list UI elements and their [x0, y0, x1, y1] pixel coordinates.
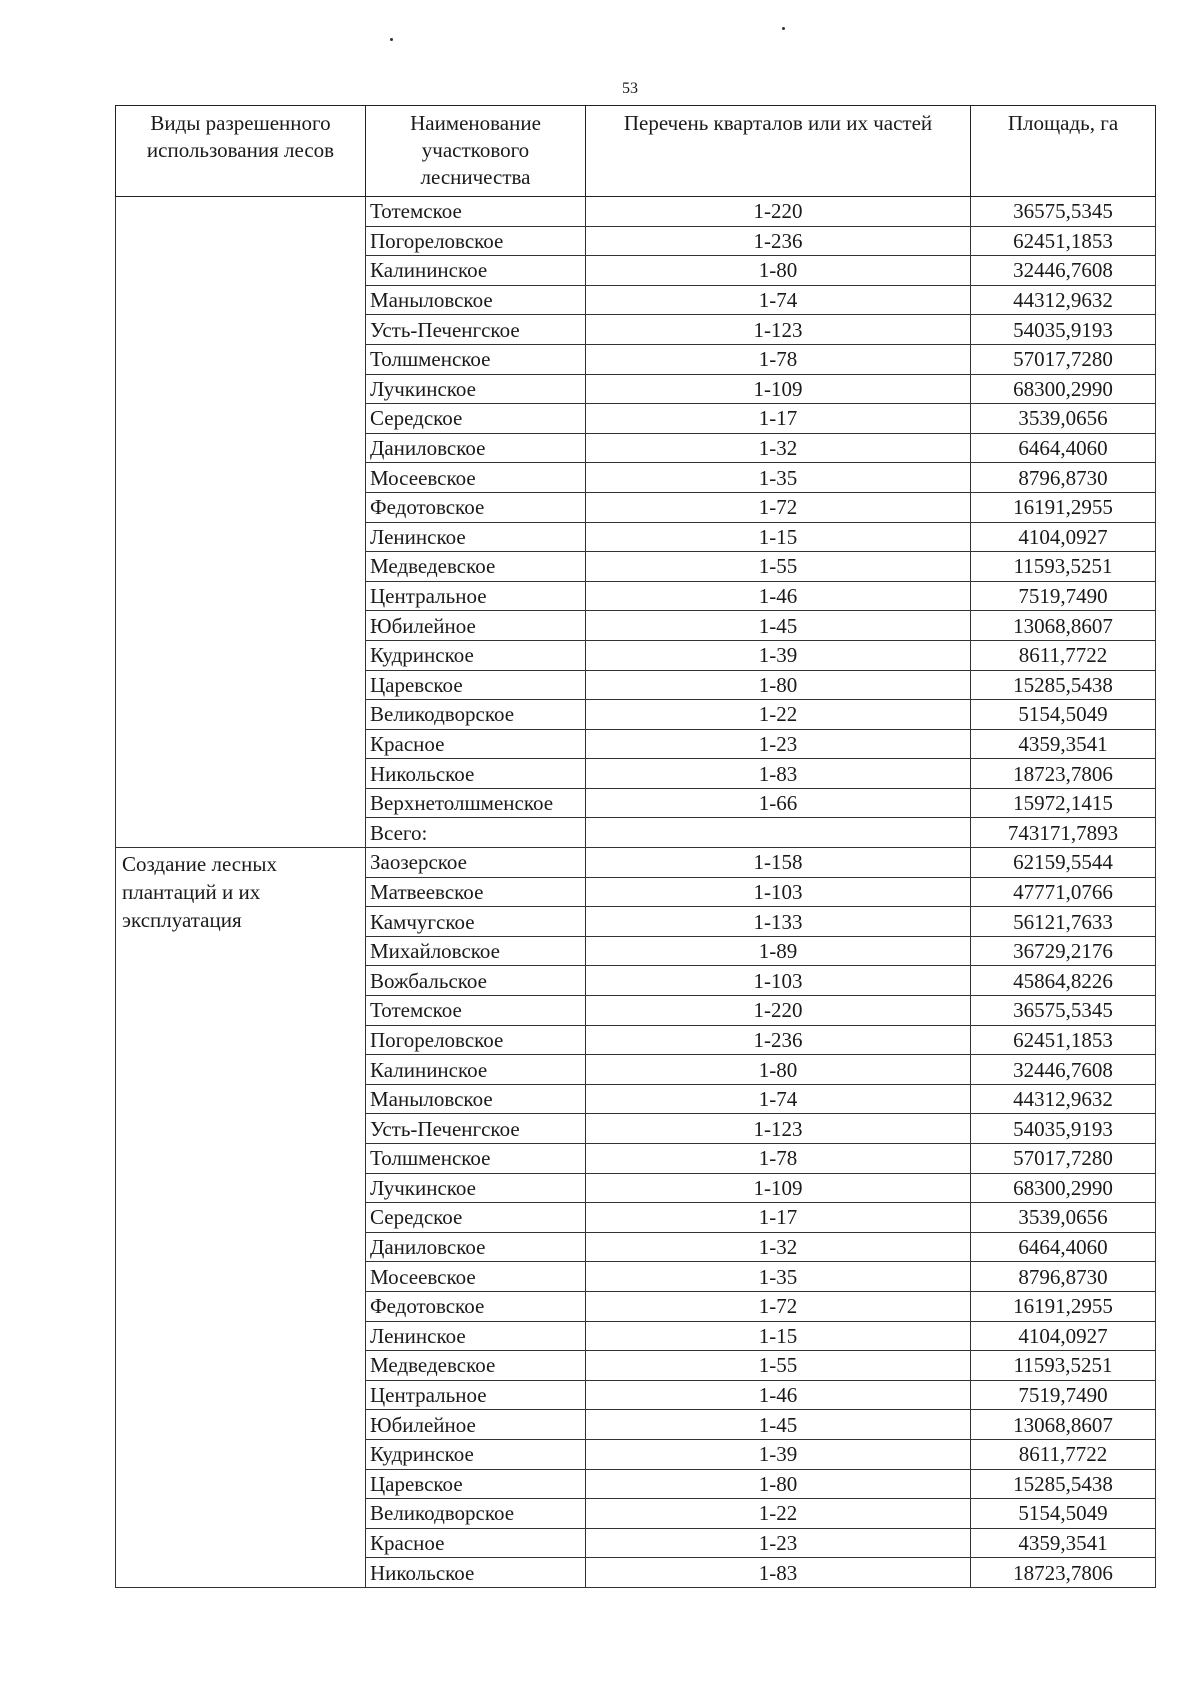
- forestry-name-cell: Красное: [366, 729, 586, 759]
- quarters-range-cell: 1-15: [586, 1321, 971, 1351]
- forestry-name-cell: Матвеевское: [366, 877, 586, 907]
- area-cell: 11593,5251: [971, 552, 1156, 582]
- table-body: [116, 197, 1156, 1588]
- forestry-name-cell: Федотовское: [366, 1291, 586, 1321]
- header-use-type: Виды разрешенного использования лесов: [116, 106, 366, 197]
- quarters-range-cell: 1-78: [586, 1144, 971, 1174]
- forestry-name-cell: Великодворское: [366, 700, 586, 730]
- quarters-range-cell: 1-123: [586, 315, 971, 345]
- quarters-range-cell: 1-236: [586, 1025, 971, 1055]
- quarters-range-cell: 1-220: [586, 996, 971, 1026]
- forestry-name-cell: Царевское: [366, 1469, 586, 1499]
- area-cell: 11593,5251: [971, 1351, 1156, 1381]
- forestry-name-cell: Погореловское: [366, 226, 586, 256]
- forestry-name-cell: Калининское: [366, 1055, 586, 1085]
- forestry-name-cell: Даниловское: [366, 1232, 586, 1262]
- forestry-name-cell: Калининское: [366, 256, 586, 286]
- forestry-name-cell: Погореловское: [366, 1025, 586, 1055]
- forest-use-table: [115, 105, 1156, 1588]
- area-cell: 8796,8730: [971, 463, 1156, 493]
- quarters-range-cell: 1-22: [586, 700, 971, 730]
- quarters-range-cell: 1-158: [586, 848, 971, 878]
- forestry-name-cell: Ленинское: [366, 1321, 586, 1351]
- forestry-name-cell: Царевское: [366, 670, 586, 700]
- area-cell: 5154,5049: [971, 1499, 1156, 1529]
- quarters-range-cell: 1-109: [586, 1173, 971, 1203]
- area-cell: 54035,9193: [971, 1114, 1156, 1144]
- area-cell: 18723,7806: [971, 1558, 1156, 1588]
- forestry-name-cell: Красное: [366, 1528, 586, 1558]
- area-cell: 6464,4060: [971, 433, 1156, 463]
- quarters-range-cell: 1-55: [586, 1351, 971, 1381]
- table-row: [116, 197, 1156, 227]
- forestry-name-cell: Никольское: [366, 1558, 586, 1588]
- area-cell: 57017,7280: [971, 1144, 1156, 1174]
- area-cell: 62451,1853: [971, 226, 1156, 256]
- area-cell: 36575,5345: [971, 996, 1156, 1026]
- area-cell: 54035,9193: [971, 315, 1156, 345]
- forestry-name-cell: Юбилейное: [366, 611, 586, 641]
- area-cell: 44312,9632: [971, 1084, 1156, 1114]
- forestry-name-cell: Всего:: [366, 818, 586, 848]
- use-type-cell: [116, 197, 366, 848]
- quarters-range-cell: 1-80: [586, 1055, 971, 1085]
- quarters-range-cell: 1-45: [586, 1410, 971, 1440]
- area-cell: 68300,2990: [971, 1173, 1156, 1203]
- area-cell: 15972,1415: [971, 788, 1156, 818]
- header-forestry-name: Наименование участкового лесничества: [366, 106, 586, 197]
- area-cell: 68300,2990: [971, 374, 1156, 404]
- quarters-range-cell: 1-74: [586, 285, 971, 315]
- quarters-range-cell: 1-123: [586, 1114, 971, 1144]
- area-cell: 18723,7806: [971, 759, 1156, 789]
- forestry-name-cell: Середское: [366, 1203, 586, 1233]
- quarters-range-cell: 1-103: [586, 966, 971, 996]
- area-cell: 16191,2955: [971, 1291, 1156, 1321]
- area-cell: 47771,0766: [971, 877, 1156, 907]
- area-cell: 5154,5049: [971, 700, 1156, 730]
- forestry-name-cell: Маныловское: [366, 1084, 586, 1114]
- forestry-name-cell: Кудринское: [366, 640, 586, 670]
- table-header-row: [116, 106, 1156, 197]
- area-cell: 8611,7722: [971, 640, 1156, 670]
- forestry-name-cell: Камчугское: [366, 907, 586, 937]
- forestry-name-cell: Михайловское: [366, 936, 586, 966]
- use-type-cell: Создание лесных плантаций и их эксплуатация: [116, 848, 366, 1588]
- area-cell: 16191,2955: [971, 492, 1156, 522]
- area-cell: 4359,3541: [971, 1528, 1156, 1558]
- forestry-name-cell: Усть-Печенгское: [366, 315, 586, 345]
- quarters-range-cell: 1-103: [586, 877, 971, 907]
- quarters-range-cell: 1-133: [586, 907, 971, 937]
- area-cell: 62451,1853: [971, 1025, 1156, 1055]
- area-cell: 13068,8607: [971, 1410, 1156, 1440]
- quarters-range-cell: 1-46: [586, 1380, 971, 1410]
- quarters-range-cell: 1-83: [586, 1558, 971, 1588]
- forestry-name-cell: Верхнетолшменское: [366, 788, 586, 818]
- quarters-range-cell: 1-80: [586, 256, 971, 286]
- area-cell: 32446,7608: [971, 256, 1156, 286]
- forestry-name-cell: Лучкинское: [366, 374, 586, 404]
- area-cell: 4359,3541: [971, 729, 1156, 759]
- scan-speck: [390, 38, 393, 41]
- forestry-name-cell: Медведевское: [366, 1351, 586, 1381]
- forestry-name-cell: Толшменское: [366, 1144, 586, 1174]
- forestry-name-cell: Центральное: [366, 581, 586, 611]
- quarters-range-cell: 1-17: [586, 1203, 971, 1233]
- forestry-name-cell: Федотовское: [366, 492, 586, 522]
- area-cell: 8611,7722: [971, 1439, 1156, 1469]
- forestry-name-cell: Никольское: [366, 759, 586, 789]
- quarters-range-cell: 1-66: [586, 788, 971, 818]
- forestry-name-cell: Маныловское: [366, 285, 586, 315]
- quarters-range-cell: 1-32: [586, 433, 971, 463]
- forestry-name-cell: Середское: [366, 404, 586, 434]
- area-cell: 4104,0927: [971, 522, 1156, 552]
- quarters-range-cell: 1-39: [586, 640, 971, 670]
- quarters-range-cell: 1-83: [586, 759, 971, 789]
- area-cell: 15285,5438: [971, 670, 1156, 700]
- quarters-range-cell: 1-78: [586, 344, 971, 374]
- forestry-name-cell: Даниловское: [366, 433, 586, 463]
- quarters-range-cell: 1-23: [586, 1528, 971, 1558]
- forestry-name-cell: Медведевское: [366, 552, 586, 582]
- quarters-range-cell: 1-32: [586, 1232, 971, 1262]
- quarters-range-cell: 1-72: [586, 1291, 971, 1321]
- area-cell: 36729,2176: [971, 936, 1156, 966]
- quarters-range-cell: 1-109: [586, 374, 971, 404]
- quarters-range-cell: 1-220: [586, 197, 971, 227]
- quarters-range-cell: 1-15: [586, 522, 971, 552]
- quarters-range-cell: 1-23: [586, 729, 971, 759]
- forestry-name-cell: Кудринское: [366, 1439, 586, 1469]
- area-cell: 3539,0656: [971, 1203, 1156, 1233]
- area-cell: 3539,0656: [971, 404, 1156, 434]
- area-cell: 15285,5438: [971, 1469, 1156, 1499]
- quarters-range-cell: 1-45: [586, 611, 971, 641]
- area-cell: 32446,7608: [971, 1055, 1156, 1085]
- area-cell: 743171,7893: [971, 818, 1156, 848]
- area-cell: 7519,7490: [971, 581, 1156, 611]
- table-row: [116, 848, 1156, 878]
- header-area: Площадь, га: [971, 106, 1156, 197]
- header-quarters-list: Перечень кварталов или их частей: [586, 106, 971, 197]
- area-cell: 4104,0927: [971, 1321, 1156, 1351]
- forestry-name-cell: Заозерское: [366, 848, 586, 878]
- area-cell: 13068,8607: [971, 611, 1156, 641]
- quarters-range-cell: 1-46: [586, 581, 971, 611]
- quarters-range-cell: 1-80: [586, 1469, 971, 1499]
- forestry-name-cell: Мосеевское: [366, 463, 586, 493]
- quarters-range-cell: 1-236: [586, 226, 971, 256]
- page-number: 53: [622, 80, 638, 97]
- quarters-range-cell: [586, 818, 971, 848]
- forestry-name-cell: Усть-Печенгское: [366, 1114, 586, 1144]
- forestry-name-cell: Великодворское: [366, 1499, 586, 1529]
- area-cell: 56121,7633: [971, 907, 1156, 937]
- forestry-name-cell: Лучкинское: [366, 1173, 586, 1203]
- quarters-range-cell: 1-74: [586, 1084, 971, 1114]
- quarters-range-cell: 1-80: [586, 670, 971, 700]
- area-cell: 44312,9632: [971, 285, 1156, 315]
- forestry-name-cell: Вожбальское: [366, 966, 586, 996]
- area-cell: 6464,4060: [971, 1232, 1156, 1262]
- quarters-range-cell: 1-35: [586, 1262, 971, 1292]
- area-cell: 62159,5544: [971, 848, 1156, 878]
- quarters-range-cell: 1-35: [586, 463, 971, 493]
- quarters-range-cell: 1-89: [586, 936, 971, 966]
- forestry-name-cell: Тотемское: [366, 996, 586, 1026]
- area-cell: 45864,8226: [971, 966, 1156, 996]
- forestry-name-cell: Центральное: [366, 1380, 586, 1410]
- quarters-range-cell: 1-17: [586, 404, 971, 434]
- scan-speck: [782, 27, 785, 30]
- forestry-name-cell: Мосеевское: [366, 1262, 586, 1292]
- forestry-name-cell: Тотемское: [366, 197, 586, 227]
- quarters-range-cell: 1-55: [586, 552, 971, 582]
- area-cell: 57017,7280: [971, 344, 1156, 374]
- forestry-name-cell: Ленинское: [366, 522, 586, 552]
- area-cell: 36575,5345: [971, 197, 1156, 227]
- area-cell: 8796,8730: [971, 1262, 1156, 1292]
- quarters-range-cell: 1-39: [586, 1439, 971, 1469]
- forestry-name-cell: Толшменское: [366, 344, 586, 374]
- forestry-name-cell: Юбилейное: [366, 1410, 586, 1440]
- area-cell: 7519,7490: [971, 1380, 1156, 1410]
- quarters-range-cell: 1-72: [586, 492, 971, 522]
- quarters-range-cell: 1-22: [586, 1499, 971, 1529]
